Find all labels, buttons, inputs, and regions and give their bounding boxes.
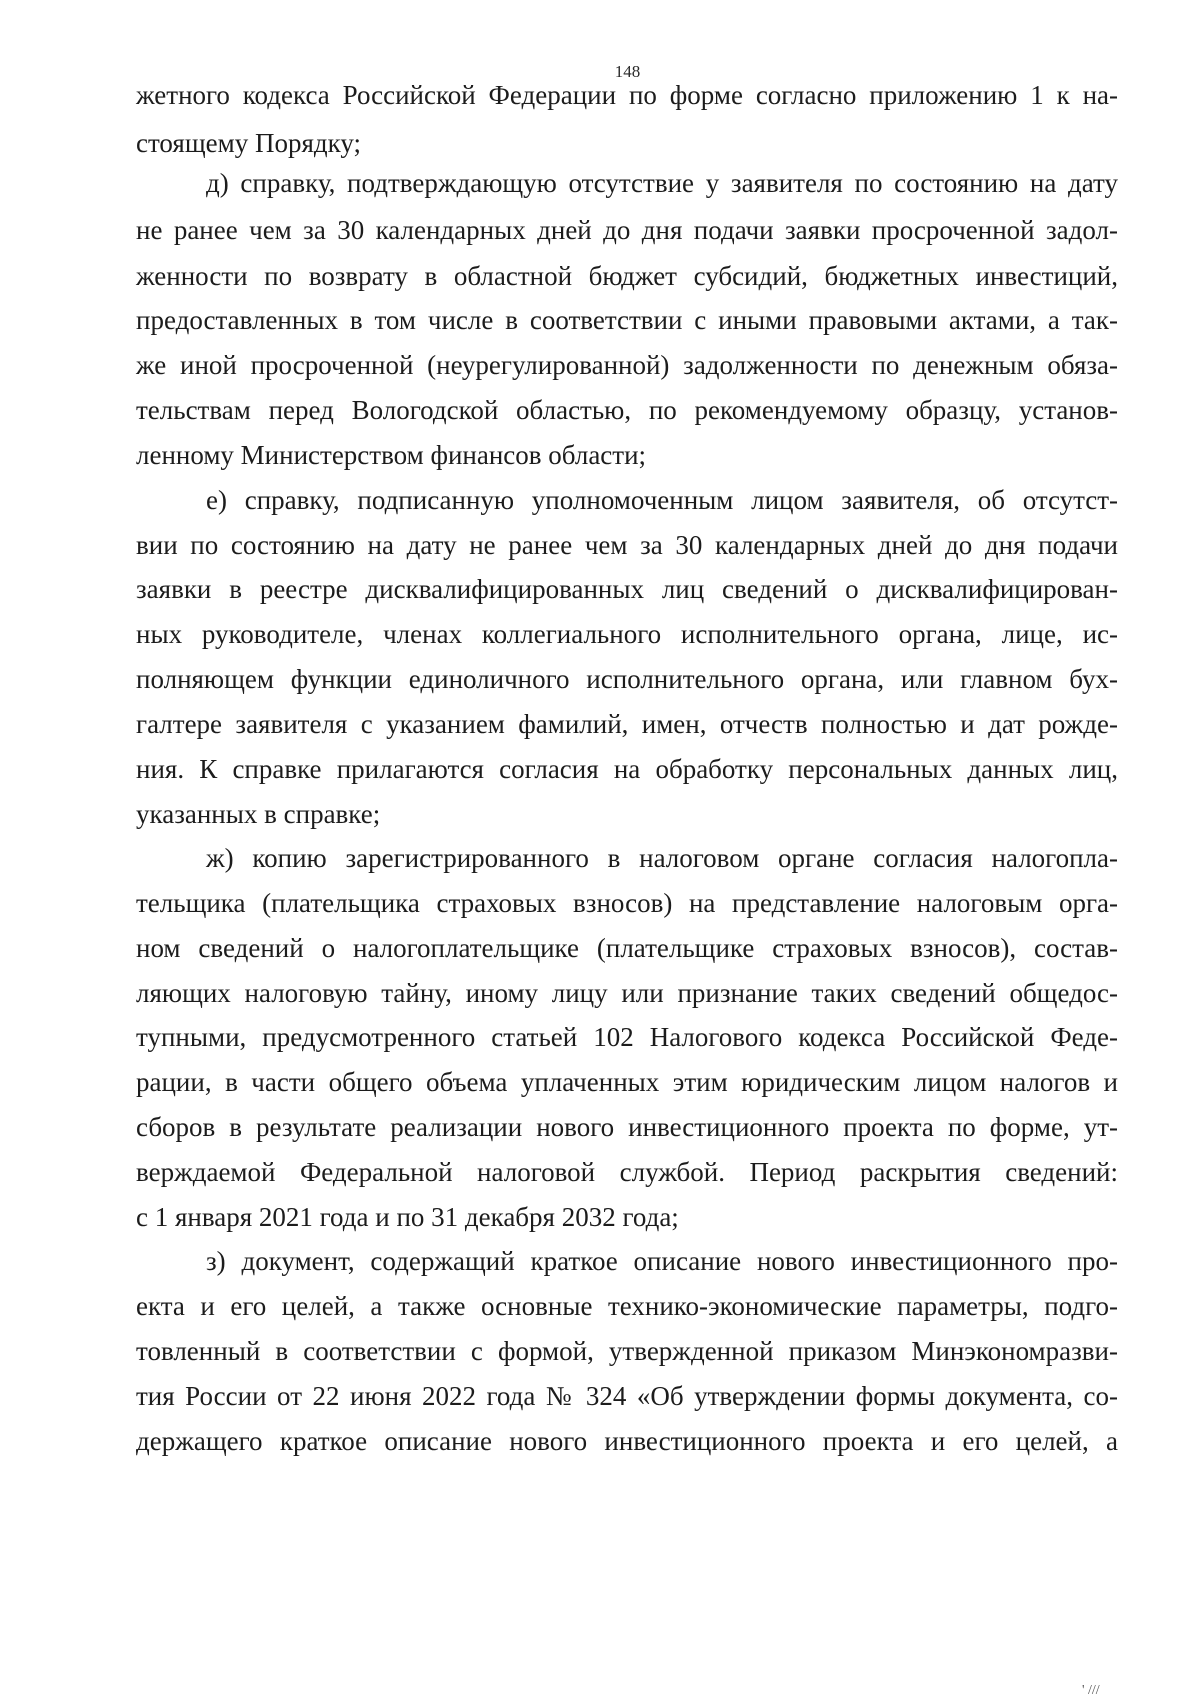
paragraph-d-start: д) справку, подтверждающую отсутствие у заявителя по состоянию на дату xyxy=(206,168,1118,198)
text-line: предоставленных в том числе в соответствии с иными правовыми актами, а так- xyxy=(136,305,1118,335)
text-line: заявки в реестре дисквалифицированных лиц сведений о дисквалифицирован- xyxy=(136,574,1118,604)
text-line: ния. К справке прилагаются согласия на обработку персональных данных лиц, xyxy=(136,754,1118,784)
text-line: товленный в соответствии с формой, утвержденной приказом Минэкономразви- xyxy=(136,1336,1118,1366)
text-line: сборов в результате реализации нового инвестиционного проекта по форме, ут- xyxy=(136,1112,1118,1142)
text-line: ных руководителе, членах коллегиального исполнительного органа, лице, ис- xyxy=(136,619,1118,649)
text-line: с 1 января 2021 года и по 31 декабря 2032 года; xyxy=(136,1202,679,1232)
text-line: екта и его целей, а также основные технико-экономические параметры, подго- xyxy=(136,1291,1118,1321)
text-line: стоящему Порядку; xyxy=(136,128,361,158)
text-line: не ранее чем за 30 календарных дней до дня подачи заявки просроченной задол- xyxy=(136,215,1118,245)
text-line: полняющем функции единоличного исполнительного органа, или главном бух- xyxy=(136,664,1118,694)
text-line: ленному Министерством финансов области; xyxy=(136,440,647,470)
text-line: тия России от 22 июня 2022 года № 324 «Об утверждении формы документа, со- xyxy=(136,1381,1118,1411)
text-line: тельщика (плательщика страховых взносов) на представление налоговым орга- xyxy=(136,888,1118,918)
text-line: тупными, предусмотренного статьей 102 Налогового кодекса Российской Феде- xyxy=(136,1022,1118,1052)
text-line: же иной просроченной (неурегулированной) задолженности по денежным обяза- xyxy=(136,350,1118,380)
text-line: указанных в справке; xyxy=(136,799,381,829)
paragraph-z-start: з) документ, содержащий краткое описание нового инвестиционного про- xyxy=(206,1246,1118,1276)
text-line: женности по возврату в областной бюджет субсидий, бюджетных инвестиций, xyxy=(136,261,1118,291)
text-line: жетного кодекса Российской Федерации по форме согласно приложению 1 к на- xyxy=(136,80,1118,110)
text-line: галтере заявителя с указанием фамилий, имен, отчеств полностью и дат рожде- xyxy=(136,709,1118,739)
corner-scan-mark: ' /// xyxy=(1082,1683,1100,1698)
text-line: рации, в части общего объема уплаченных этим юридическим лицом налогов и xyxy=(136,1067,1118,1097)
page-number: 148 xyxy=(614,62,641,81)
text-line: держащего краткое описание нового инвестиционного проекта и его целей, а xyxy=(136,1426,1118,1456)
text-line: верждаемой Федеральной налоговой службой. Период раскрытия сведений: xyxy=(136,1157,1118,1187)
text-line: ляющих налоговую тайну, иному лицу или признание таких сведений общедос- xyxy=(136,978,1118,1008)
text-line: вии по состоянию на дату не ранее чем за 30 календарных дней до дня подачи xyxy=(136,530,1118,560)
paragraph-zh-start: ж) копию зарегистрированного в налоговом органе согласия налогопла- xyxy=(206,843,1118,873)
text-line: тельствам перед Вологодской областью, по рекомендуемому образцу, установ- xyxy=(136,395,1118,425)
text-line: ном сведений о налогоплательщике (плательщике страховых взносов), состав- xyxy=(136,933,1118,963)
paragraph-e-start: е) справку, подписанную уполномоченным лицом заявителя, об отсутст- xyxy=(206,485,1118,515)
